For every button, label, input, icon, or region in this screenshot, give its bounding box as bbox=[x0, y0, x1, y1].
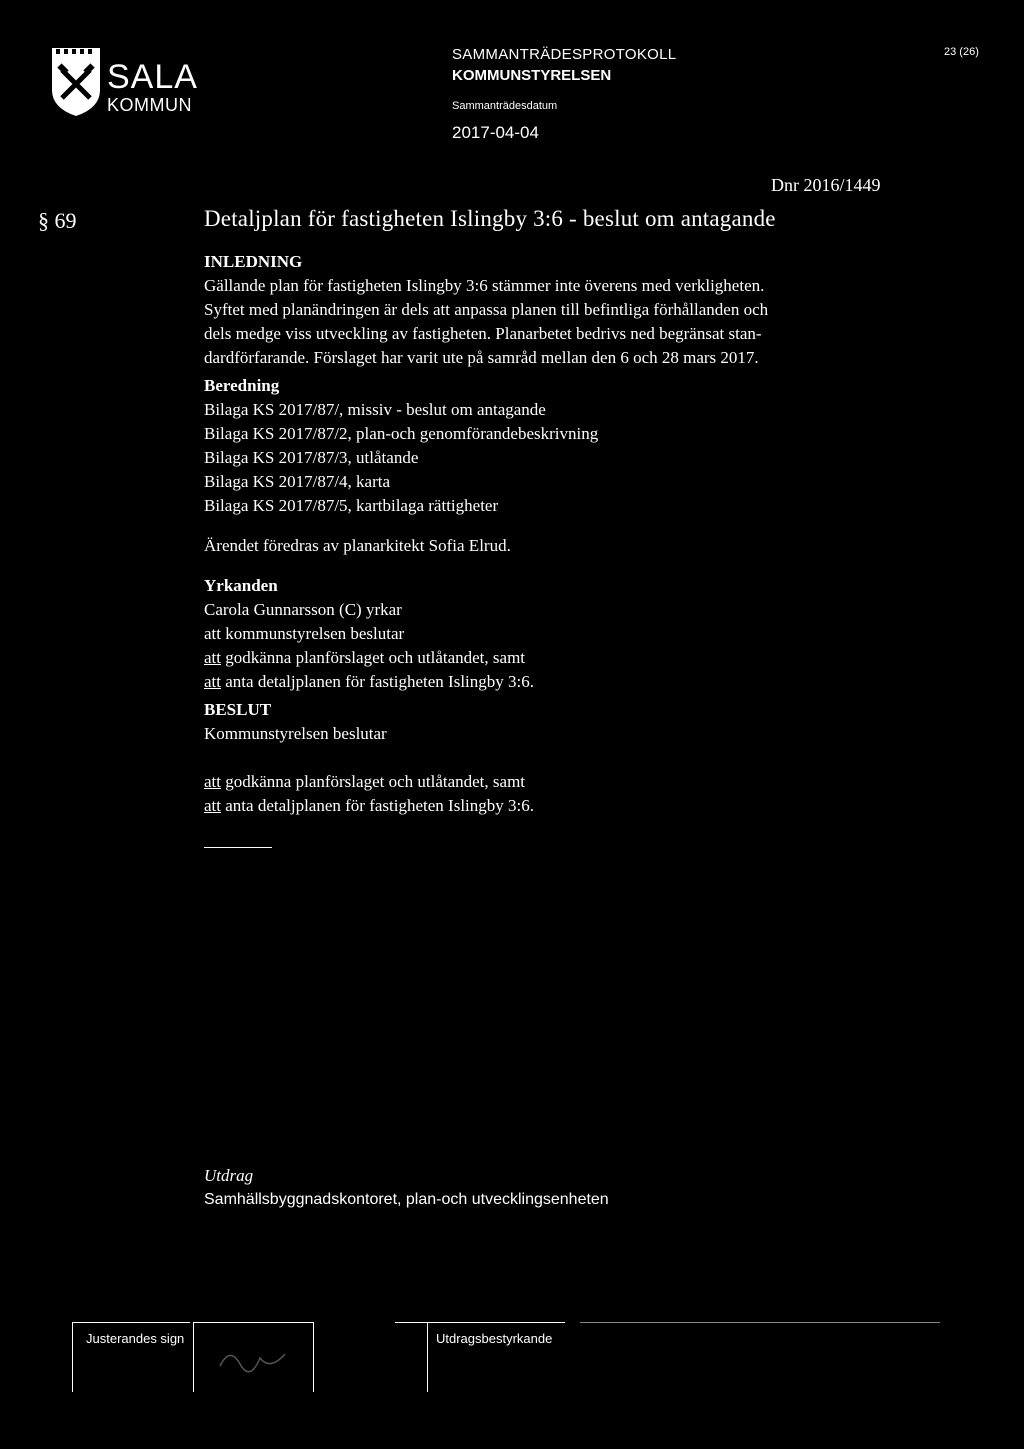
yrkanden-intro: att kommunstyrelsen beslutar bbox=[204, 624, 405, 643]
item-title: Detaljplan för fastigheten Islingby 3:6 - beslut om antagande bbox=[204, 206, 776, 231]
yrkanden-heading: Yrkanden bbox=[204, 576, 278, 595]
att-keyword: att bbox=[204, 648, 221, 667]
signature-scribble-icon bbox=[200, 1336, 310, 1386]
yrkanden-point: att anta detaljplanen för fastigheten Islingby 3:6. bbox=[204, 672, 534, 691]
organization: KOMMUNSTYRELSEN bbox=[452, 67, 612, 84]
yrkanden-proposer: Carola Gunnarsson (C) yrkar bbox=[204, 600, 402, 619]
yrkanden-point: att godkänna planförslaget och utlåtandet, samt bbox=[204, 648, 526, 667]
divider bbox=[72, 1322, 73, 1392]
beslut-heading: BESLUT bbox=[204, 700, 272, 719]
inledning-section bbox=[204, 250, 768, 370]
inledning-line: Gällande plan för fastigheten Islingby 3:6 stämmer inte överens med verkligheten. bbox=[204, 276, 765, 295]
beslut-intro: Kommunstyrelsen beslutar bbox=[204, 724, 387, 743]
diary-number: Dnr 2016/1449 bbox=[771, 175, 881, 195]
inledning-line: dels medge viss utveckling av fastigheten. Planarbetet bedrivs ned begränsat stan- bbox=[204, 324, 762, 343]
divider bbox=[580, 1322, 940, 1323]
presenter-note: Ärendet föredras av planarkitekt Sofia Elrud. bbox=[204, 536, 511, 555]
attachment-item: Bilaga KS 2017/87/3, utlåtande bbox=[204, 448, 419, 467]
attachment-item: Bilaga KS 2017/87/4, karta bbox=[204, 472, 391, 491]
inledning-line: dardförfarande. Förslaget har varit ute på samråd mellan den 6 och 28 mars 2017. bbox=[204, 348, 759, 367]
att-keyword: att bbox=[204, 672, 221, 691]
att-keyword: att bbox=[204, 772, 221, 791]
document-type: SAMMANTRÄDESPROTOKOLL bbox=[452, 46, 677, 63]
inledning-line: Syftet med planändringen är dels att anpassa planen till befintliga förhållanden och bbox=[204, 300, 769, 319]
justerandes-sign-label: Justerandes sign bbox=[86, 1331, 185, 1346]
utdragsbestyrkande-label: Utdragsbestyrkande bbox=[436, 1331, 553, 1346]
attachment-item: Bilaga KS 2017/87/5, kartbilaga rättigheter bbox=[204, 496, 499, 515]
divider bbox=[193, 1322, 194, 1392]
divider bbox=[427, 1322, 428, 1392]
date-label: Sammanträdesdatum bbox=[452, 100, 558, 112]
beslut-section bbox=[204, 698, 387, 746]
divider bbox=[313, 1322, 314, 1392]
inledning-heading: INLEDNING bbox=[204, 252, 303, 271]
att-keyword: att bbox=[204, 796, 221, 815]
beredning-section bbox=[204, 374, 598, 518]
divider bbox=[395, 1322, 565, 1323]
attachment-item: Bilaga KS 2017/87/2, plan-och genomförandebeskrivning bbox=[204, 424, 599, 443]
logo-name: SALA bbox=[107, 58, 198, 96]
utdrag-recipient: Samhällsbyggnadskontoret, plan-och utvecklingsenheten bbox=[204, 1191, 609, 1208]
yrkanden-section bbox=[204, 574, 534, 694]
sala-kommun-crest-icon bbox=[50, 46, 102, 118]
divider bbox=[72, 1322, 190, 1323]
utdrag-label: Utdrag bbox=[204, 1166, 254, 1185]
beslut-points bbox=[204, 770, 534, 818]
beslut-point: att anta detaljplanen för fastigheten Islingby 3:6. bbox=[204, 796, 534, 815]
beredning-heading: Beredning bbox=[204, 376, 280, 395]
logo-subtitle: KOMMUN bbox=[107, 95, 192, 115]
meeting-date: 2017-04-04 bbox=[452, 123, 539, 142]
beslut-point: att godkänna planförslaget och utlåtandet, samt bbox=[204, 772, 526, 791]
page-number: 23 (26) bbox=[944, 46, 979, 58]
section-number: § 69 bbox=[38, 208, 77, 233]
attachment-item: Bilaga KS 2017/87/, missiv - beslut om antagande bbox=[204, 400, 546, 419]
section-divider bbox=[204, 847, 272, 848]
divider bbox=[193, 1322, 313, 1323]
